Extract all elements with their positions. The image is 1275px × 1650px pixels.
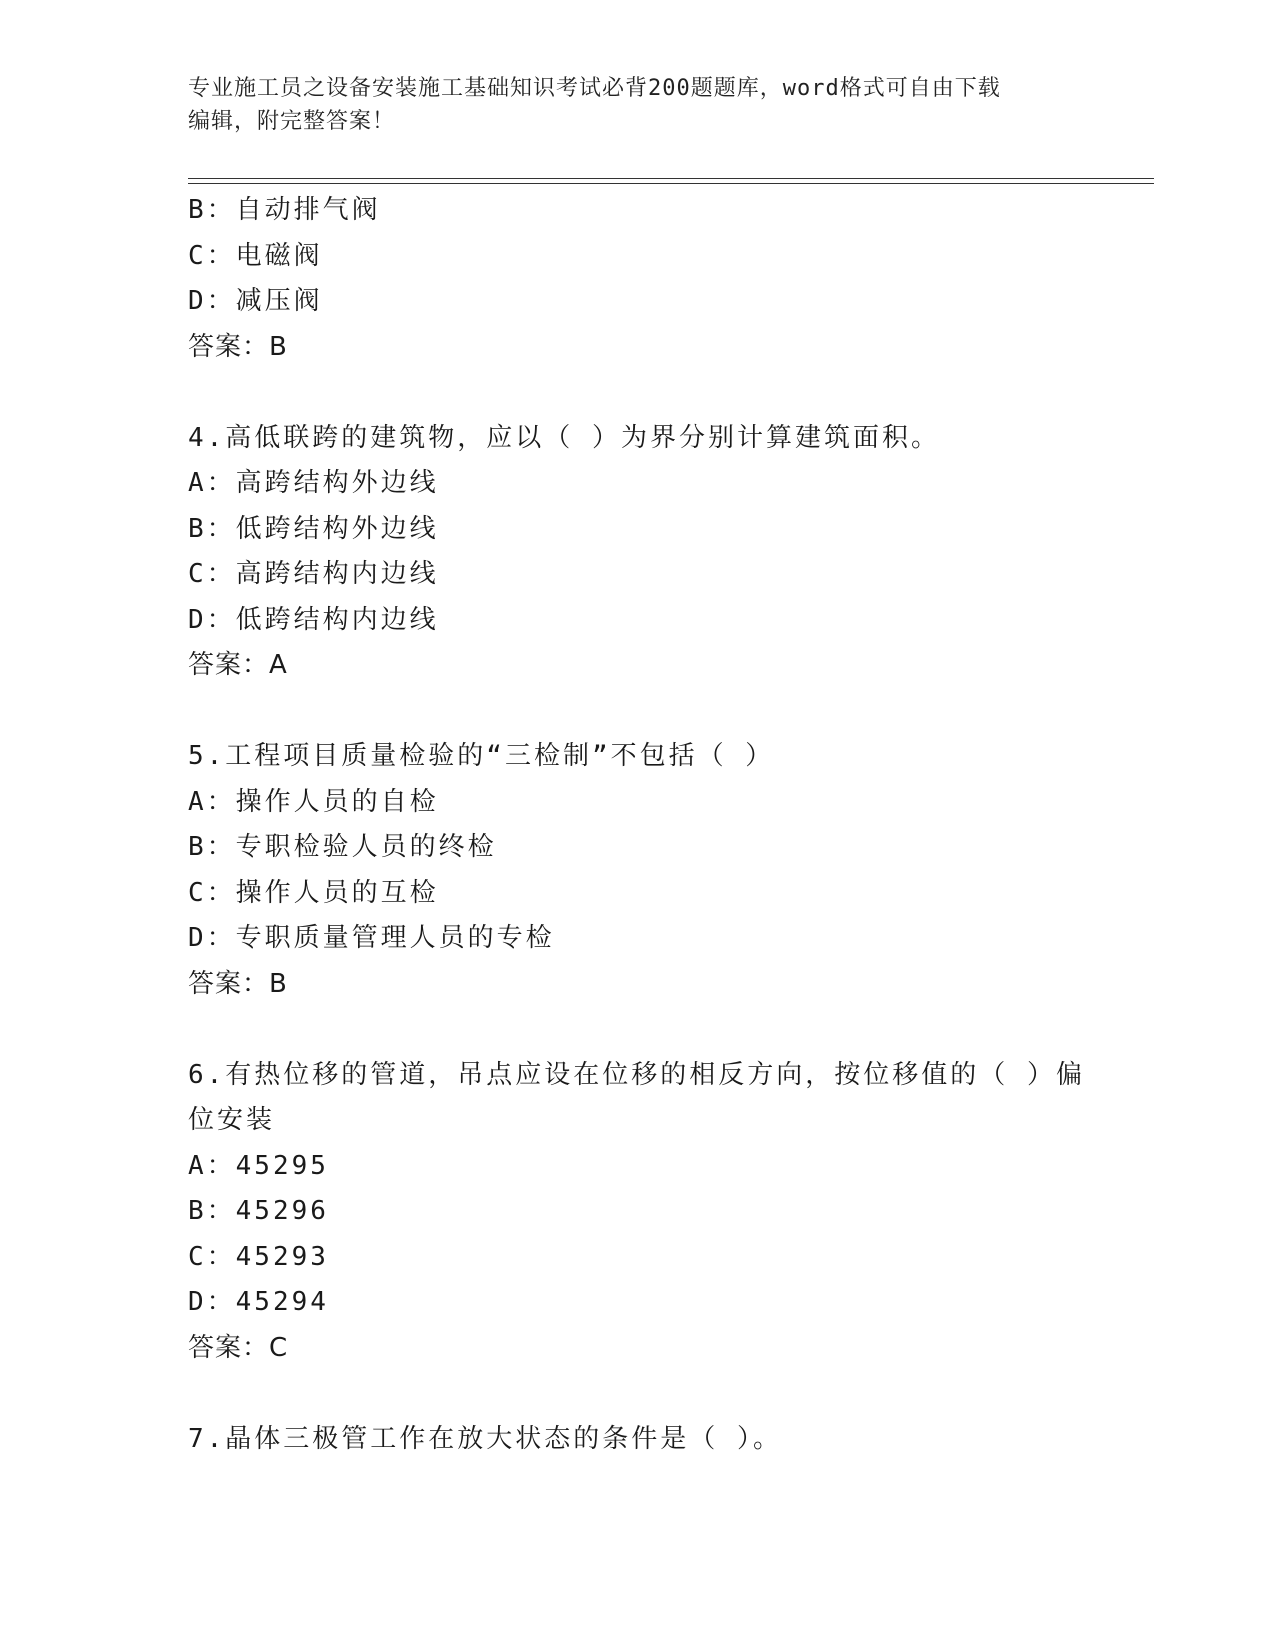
- option-d: D：减压阀: [188, 286, 323, 316]
- question-6: [188, 1053, 1088, 1372]
- question-text: 7.晶体三极管工作在放大状态的条件是（ ）。: [188, 1423, 782, 1454]
- document-body: [188, 188, 1088, 1462]
- question-text: 4.高低联跨的建筑物，应以（ ）为界分别计算建筑面积。: [188, 422, 940, 453]
- document-header: [188, 72, 1068, 138]
- header-line-1: 专业施工员之设备安装施工基础知识考试必背200题题库，word格式可自由下载: [188, 76, 1001, 101]
- question-4: [188, 416, 1088, 689]
- question-3-tail: [188, 188, 1088, 370]
- header-divider-top: [188, 178, 1154, 179]
- question-text-line-2: 位安装: [188, 1105, 276, 1135]
- option-b: B：45296: [188, 1196, 329, 1226]
- option-c: C：高跨结构内边线: [188, 559, 439, 589]
- option-a: A：高跨结构外边线: [188, 468, 439, 498]
- option-c: C：45293: [188, 1241, 329, 1272]
- answer: 答案：B: [188, 968, 288, 999]
- answer: 答案：A: [188, 650, 288, 680]
- question-text: 5.工程项目质量检验的“三检制”不包括（ ）: [188, 741, 775, 771]
- option-a: A：45295: [188, 1150, 329, 1181]
- option-d: D：专职质量管理人员的专检: [188, 923, 555, 953]
- question-5: [188, 734, 1088, 1007]
- option-b: B：低跨结构外边线: [188, 513, 439, 544]
- option-d: D：45294: [188, 1287, 329, 1317]
- header-line-2: 编辑，附完整答案！: [188, 109, 396, 134]
- option-b: B：自动排气阀: [188, 195, 381, 225]
- option-c: C：操作人员的互检: [188, 877, 439, 908]
- option-d: D：低跨结构内边线: [188, 604, 439, 635]
- option-a: A：操作人员的自检: [188, 786, 439, 817]
- option-c: C：电磁阀: [188, 240, 323, 271]
- answer: 答案：B: [188, 331, 288, 362]
- question-7: [188, 1417, 1088, 1463]
- option-b: B：专职检验人员的终检: [188, 832, 497, 862]
- question-text-line-1: 6.有热位移的管道，吊点应设在位移的相反方向，按位移值的（ ）偏: [188, 1059, 1085, 1090]
- answer: 答案：C: [188, 1332, 289, 1363]
- header-divider-bottom: [188, 183, 1154, 184]
